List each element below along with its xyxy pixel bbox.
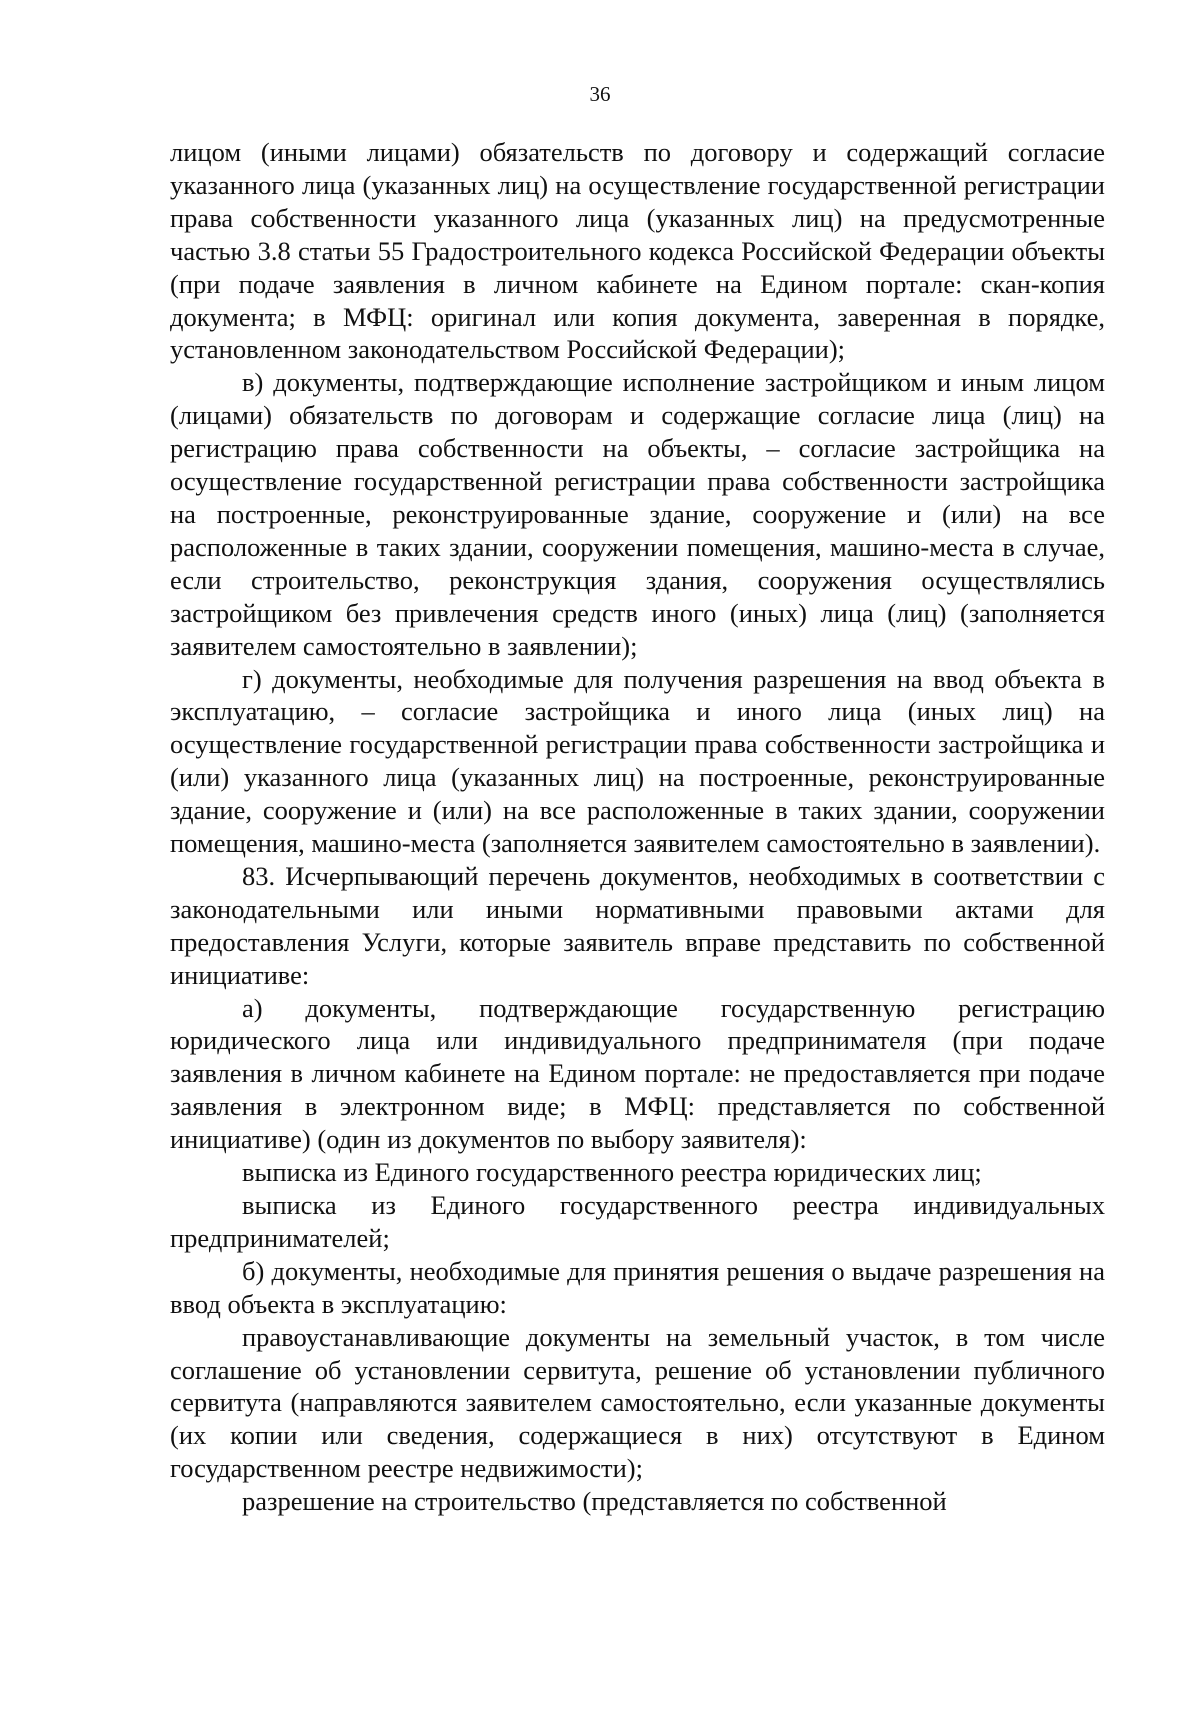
- paragraph-continuation: лицом (иными лицами) обязательств по договору и содержащий согласие указанного лица (указанных лиц) на осуществление государственной регистрации права собственности указанного лица (указанных лиц) на предусмотренные частью 3.8 статьи 55 Градостроительного кодекса Российской Федерации объекты (при подаче заявления в личном кабинете на Едином портале: скан-копия документа; в МФЦ: оригинал или копия документа, заверенная в порядке, установленном законодательством Российской Федерации);: [170, 137, 1105, 365]
- paragraph-item-a: а) документы, подтверждающие государственную регистрацию юридического лица или индивидуального предпринимателя (при подаче заявления в личном кабинете на Едином портале: не предоставляется при подаче заявления в электронном виде; в МФЦ: представляется по собственной инициативе) (один из документов по выбору заявителя):: [170, 992, 1105, 1155]
- paragraph-legal-entities-extract: выписка из Единого государственного реестра юридических лиц;: [242, 1157, 982, 1188]
- paragraph-83: 83. Исчерпывающий перечень документов, необходимых в соответствии с законодательными или иными нормативными правовыми актами для предоставления Услуги, которые заявитель вправе представить по собственной инициативе:: [170, 860, 1105, 990]
- document-body: [170, 136, 1105, 1518]
- paragraph-building-permit: разрешение на строительство (представляется по собственной: [242, 1486, 947, 1517]
- paragraph-item-b: б) документы, необходимые для принятия решения о выдаче разрешения на ввод объекта в эксплуатацию:: [170, 1255, 1105, 1319]
- paragraph-land-documents: правоустанавливающие документы на земельный участок, в том числе соглашение об установлении сервитута, решение об установлении публичного сервитута (направляются заявителем самостоятельно, если указанные документы (их копии или сведения, содержащиеся в них) отсутствуют в Едином государственном реестре недвижимости);: [170, 1321, 1105, 1484]
- paragraph-item-g: г) документы, необходимые для получения разрешения на ввод объекта в эксплуатацию, – согласие застройщика и иного лица (иных лиц) на осуществление государственной регистрации права собственности застройщика и (или) указанного лица (указанных лиц) на построенные, реконструированные здание, сооружение и (или) на все расположенные в таких здании, сооружении помещения, машино-места (заполняется заявителем самостоятельно в заявлении).: [170, 663, 1105, 859]
- paragraph-entrepreneurs-extract: выписка из Единого государственного реестра индивидуальных предпринимателей;: [170, 1190, 1105, 1253]
- page-number: 36: [589, 82, 611, 106]
- paragraph-item-v: в) документы, подтверждающие исполнение застройщиком и иным лицом (лицами) обязательств по договорам и содержащие согласие лица (лиц) на регистрацию права собственности на объекты, – согласие застройщика на осуществление государственной регистрации права собственности застройщика на построенные, реконструированные здание, сооружение и (или) на все расположенные в таких здании, сооружении помещения, машино-места в случае, если строительство, реконструкция здания, сооружения осуществлялись застройщиком без привлечения средств иного (иных) лица (лиц) (заполняется заявителем самостоятельно в заявлении);: [170, 367, 1105, 661]
